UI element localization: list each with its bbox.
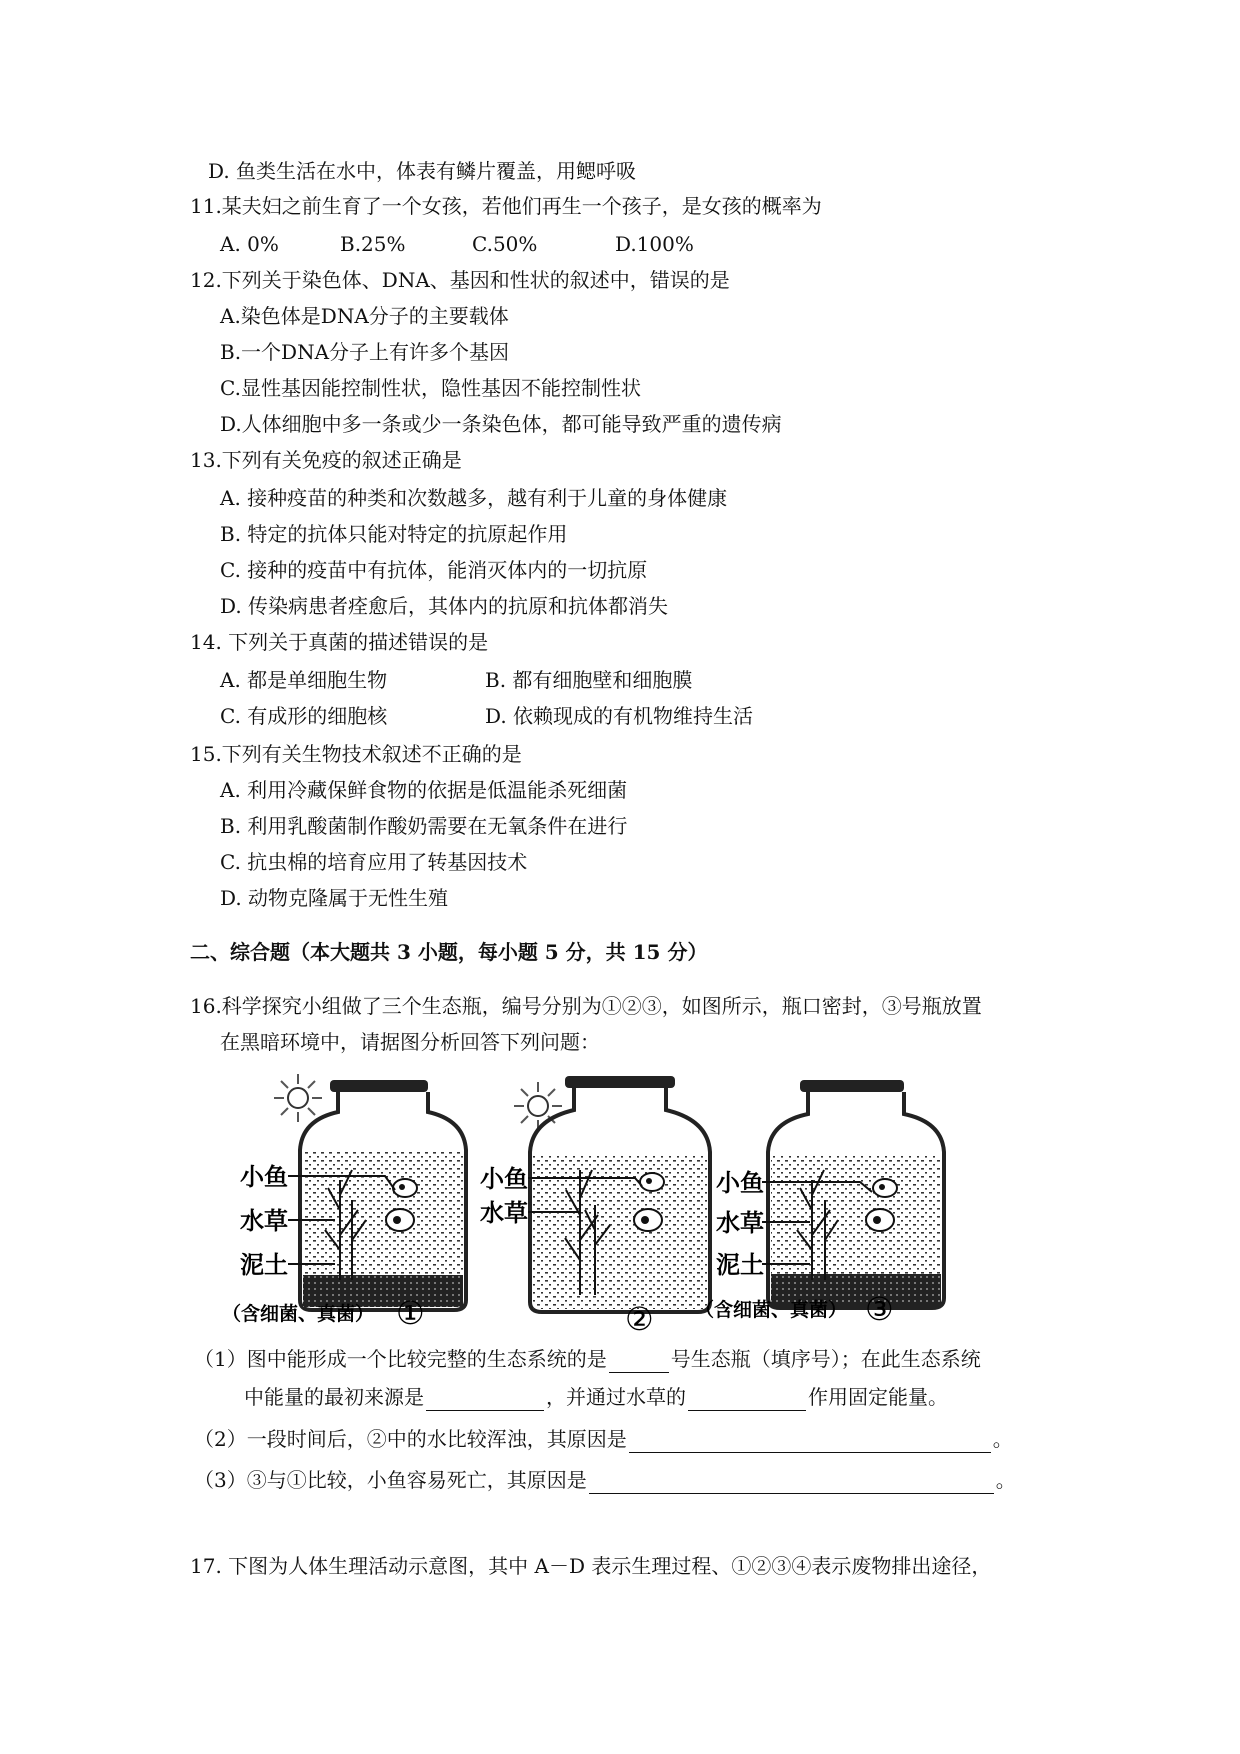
q16-sub3: （3）③与①比较，小鱼容易死亡，其原因是 。 xyxy=(194,1468,1016,1492)
q11-option-b: B.25% xyxy=(340,232,406,256)
q15-option-d: D. 动物克隆属于无性生殖 xyxy=(220,886,449,910)
q15-option-c: C. 抗虫棉的培育应用了转基因技术 xyxy=(220,850,528,874)
q14-option-d: D. 依赖现成的有机物维持生活 xyxy=(485,704,754,728)
q13-stem: 13.下列有关免疫的叙述正确是 xyxy=(190,448,462,472)
label-fish-2: 小鱼 xyxy=(480,1165,528,1193)
bottle-2 xyxy=(530,1076,710,1312)
q16-sub1-line2: 中能量的最初来源是 ，并通过水草的 作用固定能量。 xyxy=(244,1385,948,1409)
bottle-3 xyxy=(768,1080,944,1308)
answer-blank-1[interactable] xyxy=(609,1350,669,1373)
fish-icon-2b xyxy=(634,1209,662,1231)
q11-option-d: D.100% xyxy=(615,232,694,256)
q12-option-b: B.一个DNA分子上有许多个基因 xyxy=(220,340,510,364)
q15-option-b: B. 利用乳酸菌制作酸奶需要在无氧条件在进行 xyxy=(220,814,628,838)
bottle-number-3: ③ xyxy=(865,1290,894,1328)
fish-icon-1b xyxy=(386,1209,414,1231)
q13-option-a: A. 接种疫苗的种类和次数越多，越有利于儿童的身体健康 xyxy=(220,486,728,510)
q17-stem: 17. 下图为人体生理活动示意图，其中 A－D 表示生理过程、①②③④表示废物排出途径， xyxy=(190,1554,992,1578)
label-microbes-1: （含细菌、真菌） xyxy=(222,1303,375,1325)
answer-blank-2[interactable] xyxy=(426,1388,544,1411)
answer-blank-4[interactable] xyxy=(629,1430,991,1453)
q12-option-c: C.显性基因能控制性状，隐性基因不能控制性状 xyxy=(220,376,641,400)
bottle-number-2: ② xyxy=(625,1300,654,1338)
q11-option-c: C.50% xyxy=(472,232,538,256)
fish-icon-2a xyxy=(640,1173,664,1191)
q12-option-d: D.人体细胞中多一条或少一条染色体，都可能导致严重的遗传病 xyxy=(220,412,782,436)
label-fish-3: 小鱼 xyxy=(716,1169,764,1197)
q13-option-b: B. 特定的抗体只能对特定的抗原起作用 xyxy=(220,522,568,546)
label-microbes-3: （含细菌、真菌） xyxy=(695,1299,848,1321)
bottle-1 xyxy=(300,1080,466,1310)
fish-icon-3a xyxy=(873,1179,897,1197)
q14-option-a: A. 都是单细胞生物 xyxy=(220,668,388,692)
section-title: 二、综合题（本大题共 3 小题，每小题 5 分，共 15 分） xyxy=(190,940,708,964)
fish-icon-1a xyxy=(393,1179,417,1197)
q16-stem-line1: 16.科学探究小组做了三个生态瓶，编号分别为①②③，如图所示，瓶口密封，③号瓶放置 xyxy=(190,994,982,1018)
q14-option-b: B. 都有细胞壁和细胞膜 xyxy=(485,668,693,692)
label-mud-3: 泥土 xyxy=(716,1251,764,1279)
fish-icon-3b xyxy=(866,1209,894,1231)
label-grass-2: 水草 xyxy=(480,1199,528,1227)
sun-icon-2 xyxy=(514,1082,562,1130)
ecosystem-bottles-diagram xyxy=(222,1070,1060,1340)
answer-blank-3[interactable] xyxy=(688,1388,806,1411)
bottle-number-1: ① xyxy=(396,1294,425,1332)
q13-option-c: C. 接种的疫苗中有抗体，能消灭体内的一切抗原 xyxy=(220,558,648,582)
q16-sub2: （2）一段时间后，②中的水比较浑浊，其原因是 。 xyxy=(194,1427,1013,1451)
label-mud-1: 泥土 xyxy=(240,1251,288,1279)
q10-option-d: D. 鱼类生活在水中，体表有鳞片覆盖，用鳃呼吸 xyxy=(208,159,637,183)
q13-option-d: D. 传染病患者痊愈后，其体内的抗原和抗体都消失 xyxy=(220,594,669,618)
q15-stem: 15.下列有关生物技术叙述不正确的是 xyxy=(190,742,522,766)
label-grass-3: 水草 xyxy=(716,1209,764,1237)
label-grass-1: 水草 xyxy=(240,1207,288,1235)
q16-stem-line2: 在黑暗环境中，请据图分析回答下列问题： xyxy=(220,1030,600,1054)
q11-option-a: A. 0% xyxy=(220,232,279,256)
q12-option-a: A.染色体是DNA分子的主要载体 xyxy=(220,304,509,328)
q14-stem: 14. 下列关于真菌的描述错误的是 xyxy=(190,630,489,654)
q15-option-a: A. 利用冷藏保鲜食物的依据是低温能杀死细菌 xyxy=(220,778,628,802)
answer-blank-5[interactable] xyxy=(589,1471,994,1494)
label-fish-1: 小鱼 xyxy=(240,1163,288,1191)
q14-option-c: C. 有成形的细胞核 xyxy=(220,704,388,728)
q16-sub1-line1: （1）图中能形成一个比较完整的生态系统的是 号生态瓶（填序号）；在此生态系统 xyxy=(194,1347,981,1371)
sun-icon-1 xyxy=(274,1074,322,1122)
q12-stem: 12.下列关于染色体、DNA、基因和性状的叙述中，错误的是 xyxy=(190,268,730,292)
q11-stem: 11.某夫妇之前生育了一个女孩，若他们再生一个孩子，是女孩的概率为 xyxy=(190,194,822,218)
